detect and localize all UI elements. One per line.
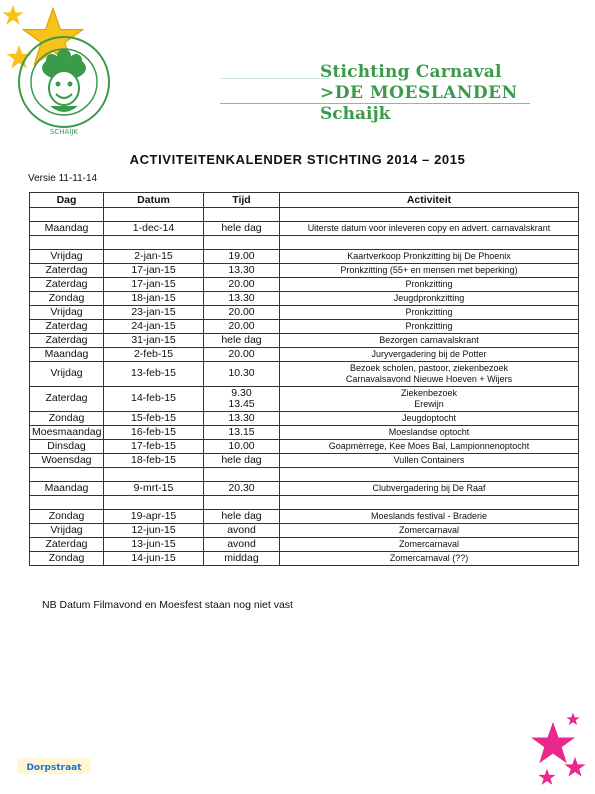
footer-logo: [17, 758, 91, 774]
header-activiteit: Activiteit: [280, 193, 579, 208]
table-row: [30, 334, 579, 348]
cell-dag: Vrijdag: [30, 362, 104, 387]
table-row: [30, 510, 579, 524]
cell-dag: Zaterdag: [30, 387, 104, 412]
cell-tijd: 20.00: [204, 278, 280, 292]
activity-calendar-table: [29, 192, 579, 566]
cell-activiteit: [280, 208, 579, 222]
cell-activiteit: Juryvergadering bij de Potter: [280, 348, 579, 362]
cell-activiteit-line2: Carnavalsavond Nieuwe Hoeven + Wijers: [345, 374, 513, 384]
cell-datum: 17-jan-15: [104, 264, 204, 278]
cell-activiteit: Zomercarnaval (??): [280, 552, 579, 566]
cell-dag: Zondag: [30, 412, 104, 426]
cell-tijd: 13.30: [204, 412, 280, 426]
moeslanden-logo: [16, 30, 112, 140]
cell-datum: 18-feb-15: [104, 454, 204, 468]
cell-dag: Moesmaandag: [30, 426, 104, 440]
cell-activiteit: Uiterste datum voor inleveren copy en advert. carnavalskrant: [280, 222, 579, 236]
cell-activiteit: Moeslandse optocht: [280, 426, 579, 440]
cell-datum: 14-jun-15: [104, 552, 204, 566]
cell-dag: Zaterdag: [30, 538, 104, 552]
cell-datum: [104, 468, 204, 482]
cell-activiteit: Pronkzitting: [280, 320, 579, 334]
cell-dag: [30, 468, 104, 482]
cell-dag: Zondag: [30, 552, 104, 566]
footnote: NB Datum Filmavond en Moesfest staan nog niet vast: [42, 599, 293, 611]
cell-datum: 16-feb-15: [104, 426, 204, 440]
cell-activiteit: Pronkzitting: [280, 306, 579, 320]
star-pink-mid-icon: [564, 756, 586, 778]
cell-tijd: 13.15: [204, 426, 280, 440]
cell-tijd: [204, 496, 280, 510]
cell-activiteit: Zomercarnaval: [280, 524, 579, 538]
cell-activiteit: Pronkzitting: [280, 278, 579, 292]
cell-activiteit: [280, 236, 579, 250]
table-row: [30, 426, 579, 440]
brand-subname: >DE MOESLANDEN: [320, 83, 518, 103]
cell-tijd: 13.30: [204, 292, 280, 306]
cell-dag: [30, 496, 104, 510]
table-spacer-row: [30, 496, 579, 510]
cell-datum: 15-feb-15: [104, 412, 204, 426]
footer-logo-text: Dorpstraat: [26, 763, 82, 773]
cell-tijd: 19.00: [204, 250, 280, 264]
table-spacer-row: [30, 468, 579, 482]
cell-datum: 2-jan-15: [104, 250, 204, 264]
cell-dag: Zaterdag: [30, 278, 104, 292]
table-row: [30, 387, 579, 412]
cell-dag: Woensdag: [30, 454, 104, 468]
table-spacer-row: [30, 236, 579, 250]
cell-dag: Vrijdag: [30, 524, 104, 538]
cell-tijd: [204, 468, 280, 482]
cell-dag: Maandag: [30, 348, 104, 362]
cell-activiteit: Clubvergadering bij De Raaf: [280, 482, 579, 496]
brand-name: Stichting Carnaval: [320, 62, 502, 82]
cell-dag: Maandag: [30, 222, 104, 236]
cell-tijd-line2: 13.45: [228, 398, 255, 410]
cell-datum: 1-dec-14: [104, 222, 204, 236]
cell-datum: 18-jan-15: [104, 292, 204, 306]
cell-tijd: 10.30: [204, 362, 280, 387]
table-row: [30, 348, 579, 362]
cell-tijd: 10.00: [204, 440, 280, 454]
cell-tijd: 20.00: [204, 306, 280, 320]
cell-datum: 23-jan-15: [104, 306, 204, 320]
cell-activiteit: [280, 387, 579, 412]
cell-activiteit: Jeugdoptocht: [280, 412, 579, 426]
cell-datum: 17-jan-15: [104, 278, 204, 292]
cell-datum: 24-jan-15: [104, 320, 204, 334]
cell-activiteit-line2: Erewijn: [414, 399, 444, 409]
table-row: [30, 440, 579, 454]
cell-datum: 14-feb-15: [104, 387, 204, 412]
header-datum: Datum: [104, 193, 204, 208]
cell-activiteit: Bezorgen carnavalskrant: [280, 334, 579, 348]
cell-tijd: 13.30: [204, 264, 280, 278]
cell-dag: Maandag: [30, 482, 104, 496]
header-tijd: Tijd: [204, 193, 280, 208]
table-row: [30, 552, 579, 566]
table-row: [30, 412, 579, 426]
cell-activiteit: Jeugdpronkzitting: [280, 292, 579, 306]
cell-dag: [30, 236, 104, 250]
cell-tijd: hele dag: [204, 222, 280, 236]
cell-datum: 2-feb-15: [104, 348, 204, 362]
table-row: [30, 538, 579, 552]
brand-place: Schaijk: [320, 104, 391, 124]
cell-activiteit: Goapmèrrege, Kee Moes Bal, Lampionnenoptocht: [280, 440, 579, 454]
cell-dag: Dinsdag: [30, 440, 104, 454]
cell-datum: 13-feb-15: [104, 362, 204, 387]
cell-activiteit: [280, 362, 579, 387]
cell-datum: 17-feb-15: [104, 440, 204, 454]
cell-dag: Vrijdag: [30, 306, 104, 320]
cell-datum: [104, 208, 204, 222]
document-version: Versie 11-11-14: [28, 173, 98, 184]
table-row: [30, 524, 579, 538]
cell-activiteit: [280, 468, 579, 482]
cell-datum: 12-jun-15: [104, 524, 204, 538]
cell-activiteit: Pronkzitting (55+ en mensen met beperking): [280, 264, 579, 278]
document-title: ACTIVITEITENKALENDER STICHTING 2014 – 2015: [129, 152, 466, 167]
table-row: [30, 278, 579, 292]
table-header-row: [30, 193, 579, 208]
star-pink-tiny-icon: [538, 768, 556, 786]
cell-tijd: 20.00: [204, 320, 280, 334]
cell-activiteit-line1: Bezoek scholen, pastoor, ziekenbezoek: [349, 362, 509, 373]
cell-dag: Zondag: [30, 292, 104, 306]
cell-tijd: 20.30: [204, 482, 280, 496]
table-row: [30, 292, 579, 306]
table-row: [30, 320, 579, 334]
cell-datum: [104, 236, 204, 250]
cell-activiteit: Vullen Containers: [280, 454, 579, 468]
table-row: [30, 482, 579, 496]
table-row: [30, 306, 579, 320]
star-pink-small-icon: [566, 712, 580, 726]
cell-dag: Zaterdag: [30, 334, 104, 348]
cell-dag: Zaterdag: [30, 320, 104, 334]
cell-tijd: middag: [204, 552, 280, 566]
table-row: [30, 264, 579, 278]
cell-tijd: avond: [204, 538, 280, 552]
header-dag: Dag: [30, 193, 104, 208]
table-spacer-row: [30, 208, 579, 222]
cell-datum: 31-jan-15: [104, 334, 204, 348]
cell-dag: Zaterdag: [30, 264, 104, 278]
cell-activiteit: Zomercarnaval: [280, 538, 579, 552]
cell-dag: Zondag: [30, 510, 104, 524]
cell-activiteit: Moeslands festival - Braderie: [280, 510, 579, 524]
table-row: [30, 250, 579, 264]
cell-datum: 19-apr-15: [104, 510, 204, 524]
cell-dag: Vrijdag: [30, 250, 104, 264]
cell-tijd: 20.00: [204, 348, 280, 362]
cell-datum: [104, 496, 204, 510]
cell-tijd: [204, 236, 280, 250]
table-row: [30, 454, 579, 468]
cell-dag: [30, 208, 104, 222]
star-yellow-small-icon: [2, 4, 24, 26]
cell-tijd: [204, 387, 280, 412]
cell-activiteit-line1: Ziekenbezoek: [400, 387, 458, 398]
brand-rule-top: [220, 78, 330, 79]
table-body: [30, 208, 579, 566]
cell-activiteit: [280, 496, 579, 510]
cell-tijd: hele dag: [204, 334, 280, 348]
cell-datum: 9-mrt-15: [104, 482, 204, 496]
logo-place-text: SCHAIJK: [49, 128, 79, 136]
cell-activiteit: Kaartverkoop Pronkzitting bij De Phoenix: [280, 250, 579, 264]
cell-tijd: [204, 208, 280, 222]
cell-tijd: avond: [204, 524, 280, 538]
table-row: [30, 362, 579, 387]
cell-tijd: hele dag: [204, 454, 280, 468]
cell-tijd: hele dag: [204, 510, 280, 524]
cell-tijd-line1: 9.30: [231, 386, 252, 399]
cell-datum: 13-jun-15: [104, 538, 204, 552]
table-row: [30, 222, 579, 236]
